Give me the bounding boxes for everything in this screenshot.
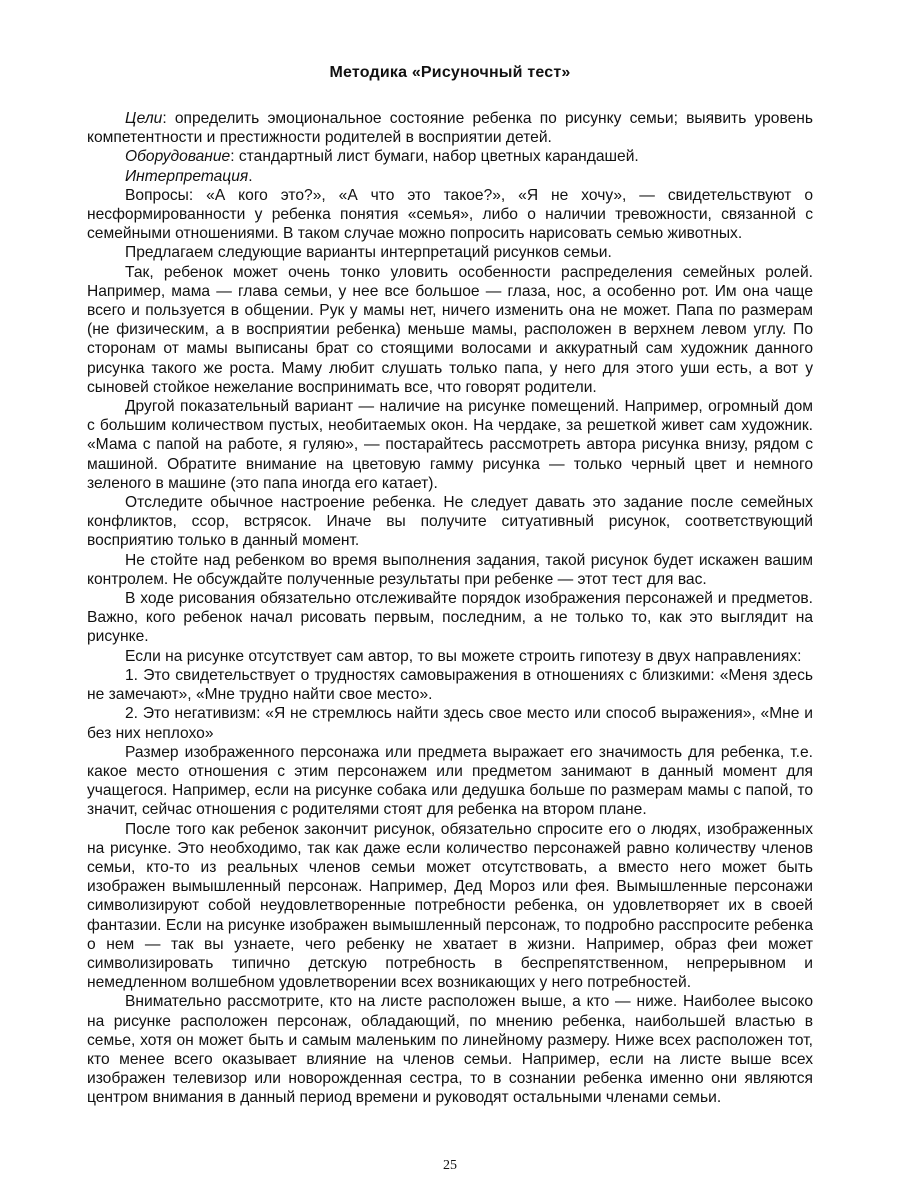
paragraph: Предлагаем следующие варианты интерпретаций рисунков семьи. xyxy=(125,244,612,262)
paragraph-text: : определить эмоциональное состояние ребенка по рисунку семьи; выявить уровень компетентности и престижности родителей в восприятии детей. xyxy=(87,110,813,147)
paragraph-lead: Оборудование xyxy=(125,148,231,166)
list-item: 2. Это негативизм: «Я не стремлюсь найти здесь свое место или способ выражения», «Мне и без них неплохо» xyxy=(87,705,813,742)
paragraph: В ходе рисования обязательно отслеживайте порядок изображения персонажей и предметов. Важно, кого ребенок начал рисовать первым, последним, а не только то, как это выглядит на рисунке. xyxy=(87,590,813,646)
paragraph-goals xyxy=(87,109,813,147)
paragraph: Размер изображенного персонажа или предмета выражает его значимость для ребенка, т.е. какое место отношения с этим персонажем или предметом занимают в данный момент для учащегося. Например, если на рисунке собака или дедушка больше по размерам мамы с папой, то значит, сейчас отношения с родителями стоят для ребенка на втором плане. xyxy=(87,743,813,819)
list-item: 1. Это свидетельствует о трудностях самовыражения в отношениях с близкими: «Меня здесь не замечают», «Мне трудно найти свое место». xyxy=(87,666,813,704)
paragraph-lead: Цели xyxy=(125,110,163,127)
paragraph: Отследите обычное настроение ребенка. Не следует давать это задание после семейных конфликтов, ссор, встрясок. Иначе вы получите ситуативный рисунок, соответствующий восприятию только в данный момент. xyxy=(87,494,813,550)
paragraph-lead: Интерпретация xyxy=(125,167,249,185)
paragraph-interpretation xyxy=(87,167,813,186)
paragraph: После того как ребенок закончит рисунок, обязательно спросите его о людях, изображенных на рисунке. Это необходимо, так как даже если количество персонажей равно количеству членов семьи, кто-то из реальных членов семьи может отсутствовать, а вместо него может быть изображен вымышленный персонаж. Например, Дед Мороз или фея. Вымышленные персонажи символизируют собой неудовлетворенные потребности ребенка, он удовлетворяет их в своей фантазии. Если на рисунке изображен вымышленный персонаж, то подробно расспросите ребенка о нем — так вы узнаете, чего ребенку не хватает в жизни. Например, образ феи может символизировать типично детскую потребность в беспрепятственном, непрерывном и немедленном волшебном удовлетворении всех возникающих у него потребностей. xyxy=(87,820,813,992)
paragraph-equipment xyxy=(87,147,813,166)
page-number: 25 xyxy=(443,1158,457,1173)
paragraph: Так, ребенок может очень тонко уловить особенности распределения семейных ролей. Например, мама — глава семьи, у нее все большое — глаза, нос, а особенно рот. Им она чаще всего и пользуется в общении. Рук у мамы нет, ничего изменить она не может. Папа по размерам (не физическим, а в восприятии ребенка) меньше мамы, расположен в верхнем левом углу. По сторонам от мамы выписаны брат со стоящими волосами и аккуратный сам художник данного рисунка такого же роста. Маму любит слушать только папа, у него для этого уши есть, а вот у сыновей стойкое нежелание воспринимать все, что говорят родители. xyxy=(87,263,813,396)
paragraph: Другой показательный вариант — наличие на рисунке помещений. Например, огромный дом с большим количеством пустых, необитаемых окон. На чердаке, за решеткой живет сам художник. «Мама с папой на работе, я гуляю», — постарайтесь рассмотреть автора рисунка внизу, рядом с машиной. Обратите внимание на цветовую гамму рисунка — только черный цвет и немного зеленого в машине (это папа иногда его катает). xyxy=(87,398,813,492)
paragraph: Вопросы: «А кого это?», «А что это такое?», «Я не хочу», — свидетельствуют о несформированности у ребенка понятия «семья», либо о наличии тревожности, связанной с семейными отношениями. В таком случае можно попросить нарисовать семью животных. xyxy=(87,186,813,243)
paragraph-text: . xyxy=(248,167,253,185)
document-title: Методика «Рисуночный тест» xyxy=(329,64,571,81)
paragraph: Внимательно рассмотрите, кто на листе расположен выше, а кто — ниже. Наиболее высоко на рисунке расположен персонаж, обладающий, по мнению ребенка, наибольшей властью в семье, хотя он может быть и самым маленьким по линейному размеру. Ниже всех расположен тот, кто менее всего оказывает влияние на членов семьи. Например, если на листе выше всех изображен телевизор или новорожденная сестра, то в сознании ребенка именно они являются центром внимания в данный период времени и руководят остальными членами семьи. xyxy=(87,993,813,1107)
paragraph: Если на рисунке отсутствует сам автор, то вы можете строить гипотезу в двух направлениях: xyxy=(125,647,802,665)
paragraph-text: : стандартный лист бумаги, набор цветных карандашей. xyxy=(230,148,639,166)
paragraph: Не стойте над ребенком во время выполнения задания, такой рисунок будет искажен вашим контролем. Не обсуждайте полученные результаты при ребенке — этот тест для вас. xyxy=(87,551,813,588)
document-body xyxy=(87,109,813,1108)
